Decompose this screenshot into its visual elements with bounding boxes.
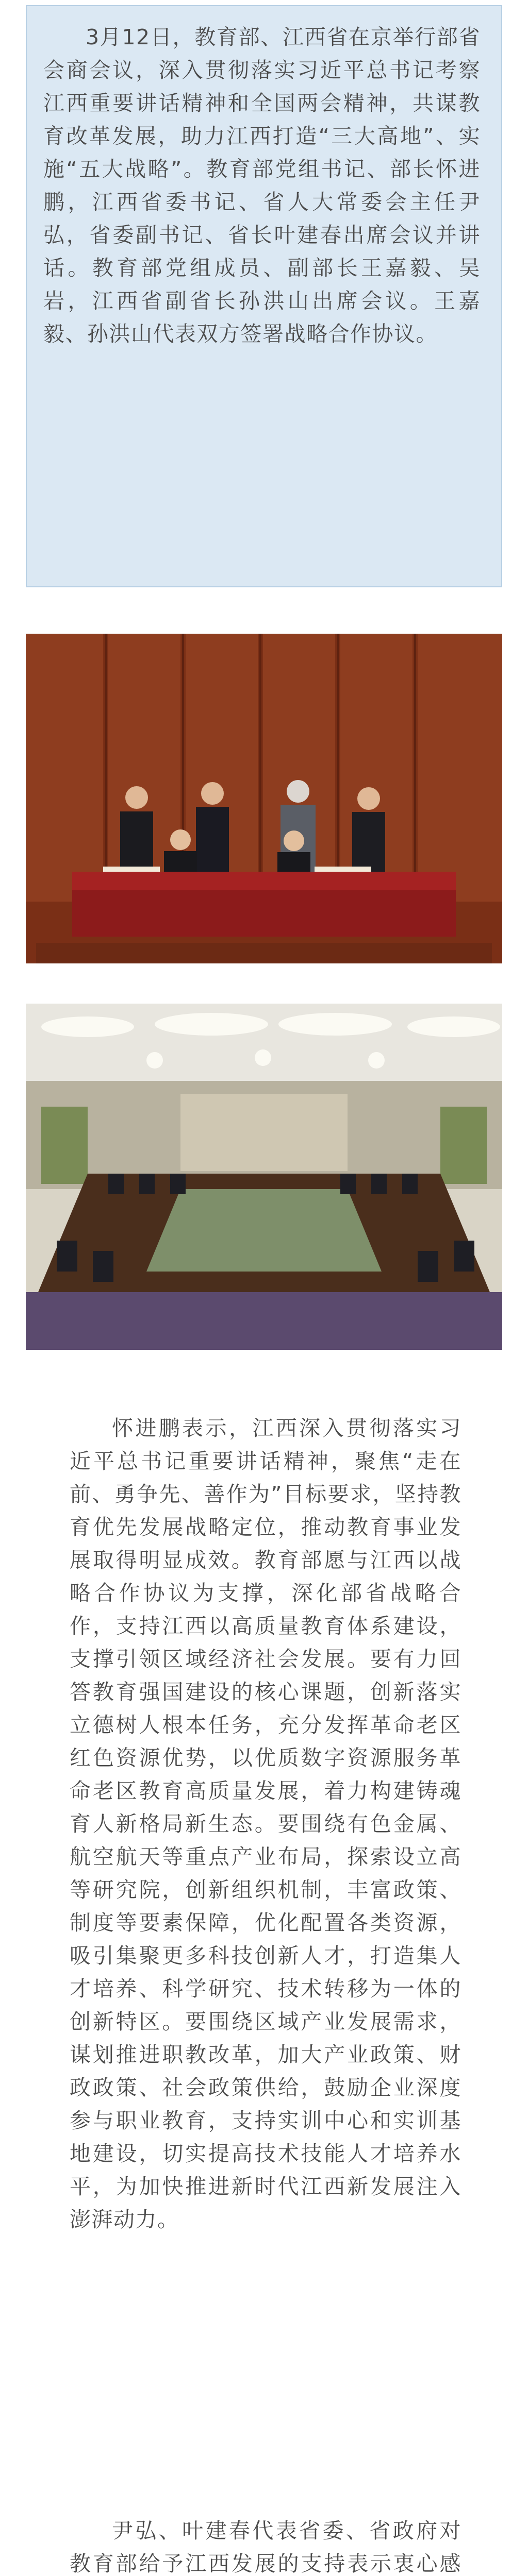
signing-ceremony-photo bbox=[26, 634, 502, 963]
article-paragraph-1 bbox=[70, 1412, 461, 2236]
paragraph-1-text: 怀进鹏表示，江西深入贯彻落实习近平总书记重要讲话精神，聚焦“走在前、勇争先、善作为”目标要求，坚持教育优先发展战略定位，推动教育事业发展取得明显成效。教育部愿与江西以战略合作协议为支撑，深化部省战略合作，支持江西以高质量教育体系建设，支撑引领区域经济社会发展。要有力回答教育强国建设的核心课题，创新落实立德树人根本任务，充分发挥革命老区红色资源优势，以优质数字资源服务革命老区教育高质量发展，着力构建铸魂育人新格局新生态。要围绕有色金属、航空航天等重点产业布局，探索设立高等研究院，创新组织机制，丰富政策、制度等要素保障，优化配置各类资源，吸引集聚更多科技创新人才，打造集人才培养、科学研究、技术转移为一体的创新特区。要围绕区域产业发展需求，谋划推进职教改革，加大产业政策、财政政策、社会政策供给，鼓励企业深度参与职业教育，支持实训中心和实训基地建设，切实提高技术技能人才培养水平，为加快推进新时代江西新发展注入澎湃动力。 bbox=[70, 1416, 461, 2232]
conference-room-photo bbox=[26, 1004, 502, 1350]
intro-box bbox=[26, 5, 502, 587]
article-paragraph-2 bbox=[70, 2514, 461, 2576]
intro-paragraph: 3月12日，教育部、江西省在京举行部省会商会议，深入贯彻落实习近平总书记考察江西重要讲话精神和全国两会精神，共谋教育改革发展，助力江西打造“三大高地”、实施“五大战略”。教育部党组书记、部长怀进鹏，江西省委书记、省人大常委会主任尹弘，省委副书记、省长叶建春出席会议并讲话。教育部党组成员、副部长王嘉毅、吴岩，江西省副省长孙洪山出席会议。王嘉毅、孙洪山代表双方签署战略合作协议。 bbox=[43, 25, 481, 346]
paragraph-2-text: 尹弘、叶建春代表省委、省政府对教育部给予江西发展的支持表示衷心感 bbox=[70, 2518, 461, 2576]
